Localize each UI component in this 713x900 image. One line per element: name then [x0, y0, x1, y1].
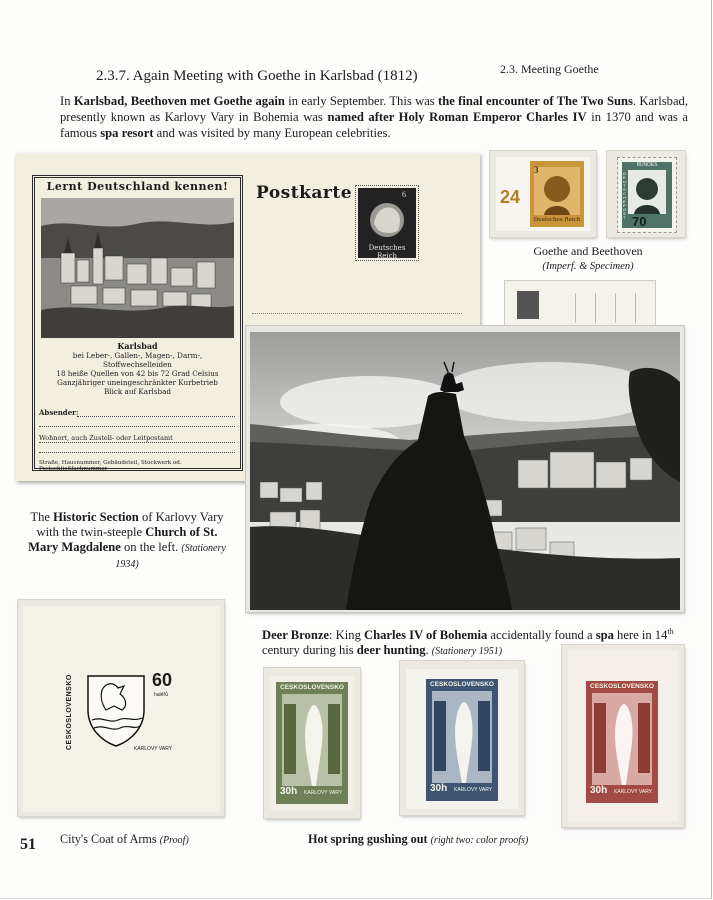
- postkarte-label: Postkarte: [256, 183, 353, 203]
- stamp-design: CESKOSLOVENSKO 30h KARLOVY VARY: [586, 681, 658, 803]
- spa-stamp-blue-proof: [406, 669, 518, 809]
- spa-stamp-red-proof-mount: [562, 645, 684, 827]
- karlsbad-town-illustration: [41, 198, 234, 338]
- coat-of-arms-proof-mount: [18, 600, 224, 816]
- shield-icon: [84, 672, 148, 748]
- plate-number: 24: [500, 187, 521, 207]
- spa-stamp-red-proof: [568, 651, 678, 821]
- historic-section-caption: The Historic Section of Karlovy Vary with the twin-steeple Church of St. Mary Magdalene on the left. (Stationery 1934): [28, 510, 226, 570]
- coat-of-arms-proof: [22, 606, 220, 812]
- card-slogan: Lernt Deutschland kennen!: [46, 180, 229, 193]
- street-label: Straße, Hausnummer, Gebäudeteil, Stockwerk od. Postschließfachnummer: [39, 460, 182, 472]
- stamp-design: CESKOSLOVENSKO 30h KARLOVY VARY: [426, 679, 498, 801]
- goethe-stamp-margin: [496, 157, 590, 231]
- card-picture-frame: [32, 175, 243, 471]
- small-card-stamp: [517, 291, 539, 319]
- goethe-stamp-mount: [490, 151, 596, 237]
- residence-label: Wohnort, auch Zustell- oder Leitpostamt: [39, 434, 173, 442]
- sender-label: Absender:: [39, 408, 79, 417]
- beethoven-stamp: BUNDES DEUTSCHE POST 70: [617, 157, 677, 233]
- spa-stamp-blue-proof-mount: [400, 661, 524, 815]
- hot-spring-caption: Hot spring gushing out (right two: color proofs): [308, 832, 529, 846]
- coat-of-arms-design: CESKOSLOVENSKO 60 haléřů KARLOVY VARY: [66, 670, 173, 752]
- imprinted-stamp: 6 Deutsches Reich: [356, 186, 418, 260]
- deer-bronze-photograph: [250, 332, 680, 610]
- spa-stamp-green: [270, 676, 354, 810]
- stamp-design: CESKOSLOVENSKO 30h KARLOVY VARY: [276, 682, 348, 804]
- partial-postal-card: [505, 281, 655, 327]
- goethe-beethoven-caption: Goethe and Beethoven (Imperf. & Specimen): [533, 244, 643, 272]
- card-caption: Karlsbad bei Leber-, Gallen-, Magen-, Darm-, Stoffwechselleiden 18 heiße Quellen von 42 bis 72 Grad Celsius Ganzjähriger uneingeschränkter Kurbetrieb Blick auf Karlsbad: [56, 341, 219, 396]
- deer-bronze-photo-mount: [246, 326, 684, 612]
- section-reference: 2.3. Meeting Goethe: [500, 62, 599, 76]
- page-title: 2.3.7. Again Meeting with Goethe in Karlsbad (1812): [96, 68, 418, 84]
- deer-bronze-caption: Deer Bronze: King Charles IV of Bohemia accidentally found a spa here in 14th century during his deer hunting. (Stationery 1951): [262, 627, 674, 658]
- beethoven-stamp-mount: [607, 151, 685, 237]
- goethe-stamp: 3 Deutsches Reich: [530, 161, 584, 227]
- spa-stamp-green-mount: [264, 668, 360, 818]
- page-number: 51: [20, 836, 36, 853]
- intro-paragraph: In Karlsbad, Beethoven met Goethe again in early September. This was the final encounter of The Two Suns. Karlsbad, presently known as Karlovy Vary in Bohemia was named after Holy Roman Emperor Charles IV in 1370 and was a famous spa resort and was visited by many European celebrities.: [60, 94, 688, 140]
- coat-of-arms-caption: City's Coat of Arms (Proof): [60, 832, 189, 846]
